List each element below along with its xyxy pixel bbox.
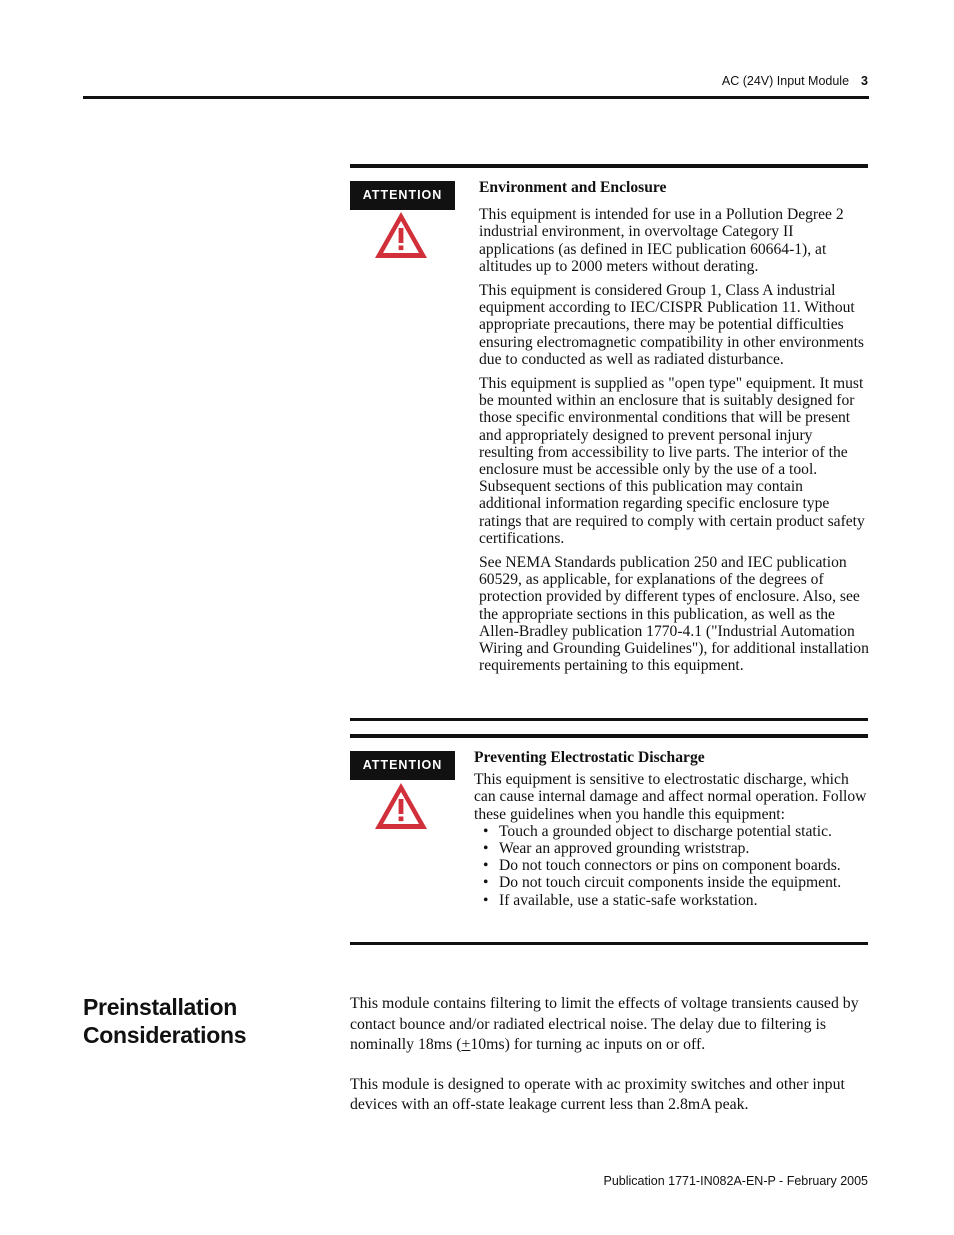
header-rule: [83, 96, 869, 99]
header-title: AC (24V) Input Module: [721, 74, 850, 88]
attention-paragraph: This equipment is considered Group 1, Class A industrial equipment according to IEC/CISPR Publication 11. Without appropriate precautions, there may be potential difficulties ensuring electromagnetic compatibility in other environments due to conducted as well as radiated disturbance.: [479, 282, 864, 368]
body-paragraph: This module is designed to operate with ac proximity switches and other input devices with an off-state leakage current less than 2.8mA peak.: [350, 1075, 845, 1113]
warning-triangle-icon: [373, 210, 429, 260]
section-title-line: Considerations: [83, 1022, 247, 1048]
section-title: [83, 993, 246, 1049]
page-number: 3: [861, 74, 868, 88]
list-item: • Do not touch connectors or pins on component boards.: [480, 857, 872, 874]
body-paragraph: [350, 994, 870, 1056]
guideline-list: [480, 823, 872, 909]
attention-content: [479, 179, 869, 681]
attention-heading: Environment and Enclosure: [479, 179, 667, 196]
page-footer: Publication 1771-IN082A-EN-P - February 2005: [603, 1174, 868, 1188]
attention-heading: Preventing Electrostatic Discharge: [474, 749, 705, 766]
body-text-segment: 10ms) for turning ac inputs on or off.: [470, 1036, 706, 1053]
section-body: [350, 994, 870, 1135]
attention-paragraph: See NEMA Standards publication 250 and IEC publication 60529, as applicable, for explanations of the degrees of protection provided by different types of enclosure. Also, see the appropriate sections in this publication, as well as the Allen-Bradley publication 1770-4.1 ("Industrial Automation Wiring and Grounding Guidelines"), for additional installation requirements pertaining to this equipment.: [479, 554, 869, 675]
body-text-segment: This module contains filtering to limit the effects of voltage transients caused by contact bounce and/or radiated electrical noise. The delay due to filtering is nominally 18ms (: [350, 995, 859, 1053]
list-item: • Do not touch circuit components inside the equipment.: [480, 874, 872, 891]
list-item: • Wear an approved grounding wriststrap.: [480, 840, 872, 857]
attention-block-esd: [350, 734, 868, 945]
warning-triangle-icon: [373, 781, 429, 831]
plus-minus-symbol: +: [461, 1036, 471, 1053]
attention-intro: This equipment is sensitive to electrostatic discharge, which can cause internal damage and affect normal operation. Follow these guidelines when you handle this equipment:: [474, 771, 867, 823]
page-header: [722, 74, 868, 88]
attention-badge: ATTENTION: [350, 751, 455, 780]
attention-paragraph: This equipment is supplied as "open type" equipment. It must be mounted within an enclosure that is suitably designed for those specific environmental conditions that will be present and appropriately designed to prevent personal injury resulting from accessibility to live parts. The interior of the enclosure must be accessible only by the use of a tool. Subsequent sections of this publication may contain additional information regarding specific enclosure type ratings that are required to comply with certain product safety certifications.: [479, 375, 865, 547]
attention-content: [474, 749, 872, 909]
attention-badge: ATTENTION: [350, 181, 455, 210]
list-item: • Touch a grounded object to discharge potential static.: [480, 823, 872, 840]
attention-paragraph: This equipment is intended for use in a Pollution Degree 2 industrial environment, in overvoltage Category II applications (as defined in IEC publication 60664-1), at altitudes up to 2000 meters without derating.: [479, 206, 844, 275]
section-title-line: Preinstallation: [83, 994, 237, 1020]
list-item: • If available, use a static-safe workstation.: [480, 892, 872, 909]
